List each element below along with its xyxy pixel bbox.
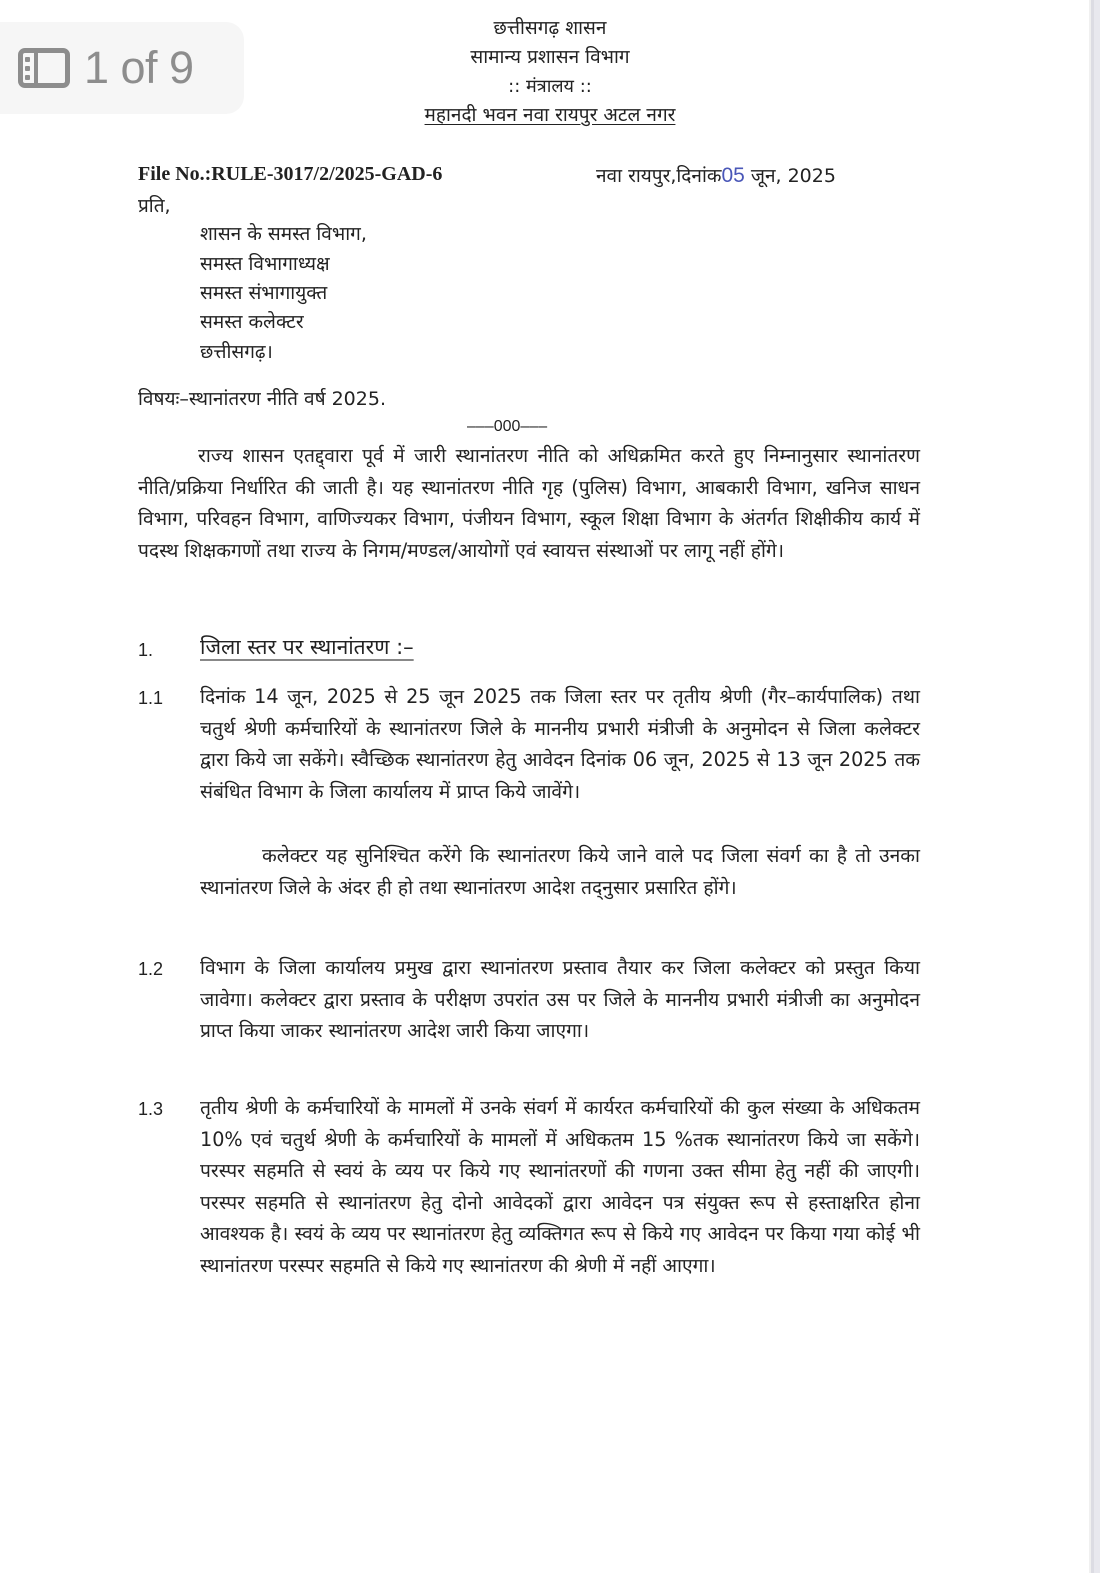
intro-paragraph: राज्य शासन एतद्द्वारा पूर्व में जारी स्थानांतरण नीति को अधिक्रमित करते हुए निम्नानुसार स्थानांतरण नीति/प्रक्रिया निर्धारित की जाती है। यह स्थानांतरण नीति गृह (पुलिस) विभाग, आबकारी विभाग, खनिज साधन विभाग, परिवहन विभाग, वाणिज्यकर विभाग, पंजीयन विभाग, स्कूल शिक्षा विभाग के अंतर्गत शिक्षीकीय कार्य में पदस्थ शिक्षकगणों तथा राज्य के निगम/मण्डल/आयोगों एवं स्वायत्त संस्थाओं पर लागू नहीं होंगे। [138,444,920,562]
addressee-line: समस्त संभागायुक्त [200,282,328,304]
section-title-text: जिला स्तर पर स्थानांतरण :– [200,635,414,659]
addressee-line: समस्त कलेक्टर [200,311,304,333]
clause-1-1-text-continued: कलेक्टर यह सुनिश्चित करेंगे कि स्थानांतरण किये जाने वाले पद जिला संवर्ग का है तो उनका स्थानांतरण जिले के अंदर ही हो तथा स्थानांतरण आदेश तद्नुसार प्रसारित होंगे। [200,844,920,899]
letterhead-government: छत्तीसगढ़ शासन [493,17,607,39]
section-number: 1. [138,640,154,660]
page-indicator-badge[interactable] [0,22,244,114]
sidebar-icon[interactable] [18,48,70,88]
handwritten-day: 05 [721,164,745,187]
section-title [200,633,414,661]
date-month-year: जून, 2025 [750,165,836,187]
clause-1-2-text: विभाग के जिला कार्यालय प्रमुख द्वारा स्थानांतरण प्रस्ताव तैयार कर जिला कलेक्टर को प्रस्तुत किया जावेगा। कलेक्टर द्वारा प्रस्ताव के परीक्षण उपरांत उस पर जिले के माननीय प्रभारी मंत्रीजी का अनुमोदन प्राप्त किया जाकर स्थानांतरण आदेश जारी किया जाएगा। [200,956,920,1043]
clause-1-3-text: तृतीय श्रेणी के कर्मचारियों के मामलों में उनके संवर्ग में कार्यरत कर्मचारियों की कुल संख्या के अधिकतम 10% एवं चतुर्थ श्रेणी के कर्मचारियों के मामलों में अधिकतम 15 %तक स्थानांतरण किये जा सकेंगे। परस्पर सहमति से स्वयं के व्यय पर किये गए स्थानांतरणों की गणना उक्त सीमा हेतु नहीं की जाएगी। परस्पर सहमति से स्थानांतरण हेतु दोनो आवेदकों द्वारा आवेदन पत्र संयुक्त रूप से हस्ताक्षरित होना आवश्यक है। स्वयं के व्यय पर स्थानांतरण हेतु व्यक्तिगत रूप से किये गए आवेदन पर किया गया कोई भी स्थानांतरण परस्पर सहमति से किये गए स्थानांतरण की श्रेणी में नहीं आएगा। [200,1096,920,1277]
page-counter: 1 of 9 [84,42,194,93]
clause-number: 1.1 [138,688,164,708]
place-date-prefix: नवा रायपुर,दिनांक [596,165,722,187]
separator: –––000––– [467,418,548,435]
clause-number: 1.3 [138,1099,164,1119]
addressee-line: शासन के समस्त विभाग, [200,223,367,245]
clause-1-1-text: दिनांक 14 जून, 2025 से 25 जून 2025 तक जिला स्तर पर तृतीय श्रेणी (गैर–कार्यपालिक) तथा चतुर्थ श्रेणी कर्मचारियों के स्थानांतरण जिले के माननीय प्रभारी मंत्रीजी के अनुमोदन से जिला कलेक्टर द्वारा किये जा सकेंगे। स्वैच्छिक स्थानांतरण हेतु आवेदन दिनांक 06 जून, 2025 से 13 जून 2025 तक संबंधित विभाग के जिला कार्यालय में प्राप्त किये जावेंगे। [200,685,920,803]
addressee-line: छत्तीसगढ़। [200,341,273,363]
vertical-scrollbar[interactable] [1089,0,1100,1573]
letterhead-ministry: :: मंत्रालय :: [508,76,592,97]
place-date [596,162,836,188]
letterhead-address-text: महानदी भवन नवा रायपुर अटल नगर [424,104,676,126]
clause-number: 1.2 [138,959,164,979]
salutation: प्रति, [138,195,171,217]
subject-line: विषयः–स्थानांतरण नीति वर्ष 2025. [138,388,386,410]
file-number: File No.:RULE-3017/2/2025-GAD-6 [138,163,443,185]
letterhead-department: सामान्य प्रशासन विभाग [470,46,630,68]
addressee-line: समस्त विभागाध्यक्ष [200,253,330,275]
